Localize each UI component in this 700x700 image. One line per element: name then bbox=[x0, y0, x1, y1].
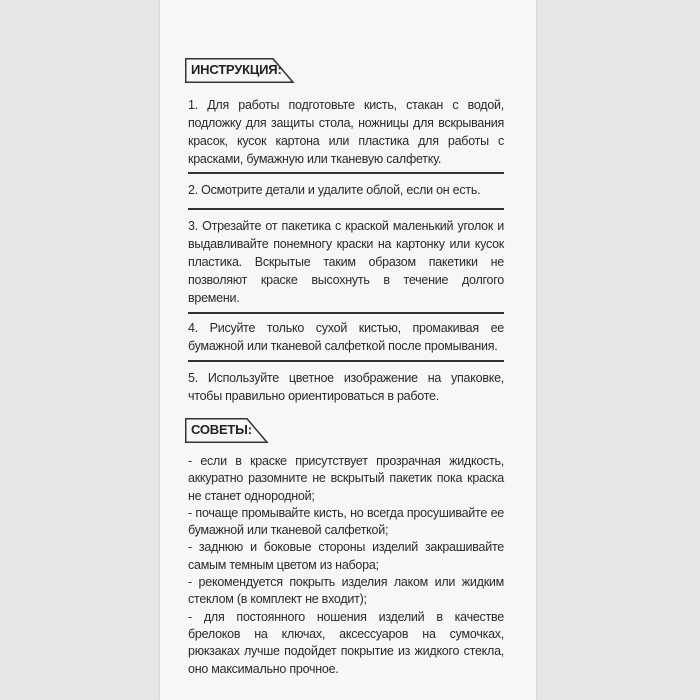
tip-line: - если в краске присутствует прозрачная жидкость, bbox=[188, 454, 504, 468]
instruction-line: красок, кусок картона или пластика для работы с bbox=[188, 134, 504, 148]
tip-line: рюкзаках лучше подойдет покрытие из жидкого стекла, bbox=[188, 644, 504, 659]
tip-line: - рекомендуется покрыть изделия лаком или жидким bbox=[188, 575, 504, 590]
instruction-line: чтобы правильно ориентироваться в работе. bbox=[188, 389, 439, 403]
divider bbox=[188, 208, 504, 210]
instruction-line: 2. Осмотрите детали и удалите облой, если он есть. bbox=[188, 183, 481, 197]
instruction-line: времени. bbox=[188, 291, 240, 305]
instruction-line: 5. Используйте цветное изображение на упаковке, bbox=[188, 371, 504, 385]
tip-line: - для постоянного ношения изделий в качестве bbox=[188, 609, 504, 624]
instruction-item bbox=[188, 217, 504, 307]
instruction-line: выдавливайте понемногу краски на картонку или кусок bbox=[188, 237, 504, 251]
instruction-line: красками, бумажную или тканевую салфетку. bbox=[188, 152, 442, 166]
tip-line: - заднюю и боковые стороны изделий закрашивайте bbox=[188, 540, 504, 555]
tip-line: оно максимально прочное. bbox=[188, 661, 339, 676]
tips-list bbox=[188, 453, 504, 678]
instruction-line: подложку для защиты стола, ножницы для вскрывания bbox=[188, 116, 504, 130]
tip-line: стеклом (в комплект не входит); bbox=[188, 592, 367, 607]
instruction-line: 4. Рисуйте только сухой кистью, промакивая ее bbox=[188, 321, 504, 335]
tip-line: - почаще промывайте кисть, но всегда просушивайте ее bbox=[188, 505, 504, 520]
tip-line: самым темным цветом из набора; bbox=[188, 557, 379, 572]
tips-title: СОВЕТЫ: bbox=[191, 422, 252, 437]
divider bbox=[188, 312, 504, 314]
instruction-line: 1. Для работы подготовьте кисть, стакан с водой, bbox=[188, 98, 504, 112]
instruction-line: 3. Отрезайте от пакетика с краской маленький уголок и bbox=[188, 219, 504, 233]
tip-line: аккуратно разомните не вскрытый пакетик пока краска bbox=[188, 471, 504, 486]
instruction-line: бумажной или тканевой салфеткой после промывания. bbox=[188, 339, 498, 353]
instruction-item bbox=[188, 96, 504, 168]
instruction-line: позволяют краске высохнуть в течение долгого bbox=[188, 273, 504, 287]
tip-line: брелоков на ключах, аксессуаров на сумочках, bbox=[188, 626, 504, 641]
instruction-item bbox=[188, 369, 504, 405]
divider bbox=[188, 360, 504, 362]
tip-line: бумажной или тканевой салфеткой; bbox=[188, 523, 389, 538]
instructions-title: ИНСТРУКЦИЯ: bbox=[191, 62, 282, 77]
instruction-item bbox=[188, 319, 504, 355]
divider bbox=[188, 172, 504, 174]
tip-line: не станет однородной; bbox=[188, 488, 315, 503]
instruction-line: пластика. Вскрытые таким образом пакетики не bbox=[188, 255, 504, 269]
instruction-item bbox=[188, 181, 504, 199]
